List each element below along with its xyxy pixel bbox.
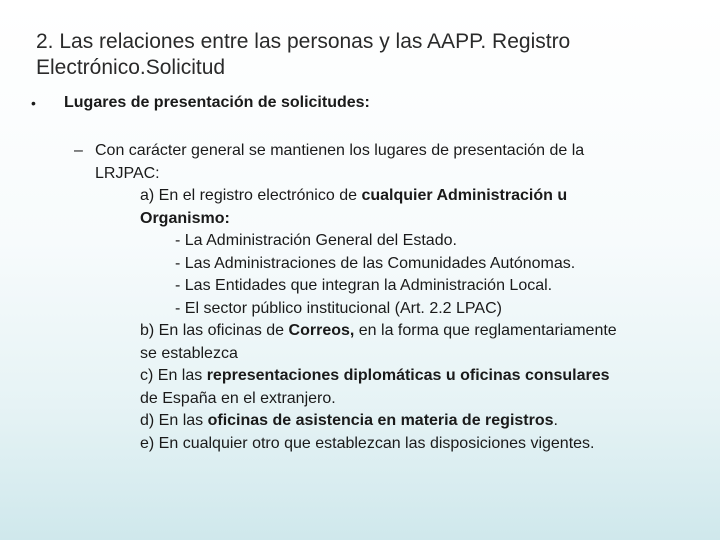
subitem-1: - La Administración General del Estado. xyxy=(175,232,457,249)
item-b-line-1 xyxy=(74,320,694,343)
item-d-line xyxy=(74,410,694,433)
item-d-prefix: d) En las xyxy=(140,412,208,429)
item-a-prefix: a) En el registro electrónico de xyxy=(140,187,362,204)
sub-bullet-text-1: Con carácter general se mantienen los lugares de presentación de la xyxy=(95,142,585,159)
subitem-4: - El sector público institucional (Art. 2.2 LPAC) xyxy=(175,299,502,317)
item-c-line-2: de España en el extranjero. xyxy=(140,389,336,407)
slide-title xyxy=(36,29,696,81)
item-a-line-1 xyxy=(74,185,694,208)
bullet-marker: • xyxy=(31,95,36,111)
item-d-bold: oficinas de asistencia en materia de registros xyxy=(207,412,554,429)
item-b-bold: Correos, xyxy=(288,322,355,339)
sub-bullet-text-2: LRJPAC: xyxy=(95,164,160,182)
sub-bullet-line-1 xyxy=(74,140,694,163)
title-line-1: 2. Las relaciones entre las personas y las AAPP. Registro xyxy=(36,30,571,53)
dash-marker: – xyxy=(74,142,83,159)
item-e-line: e) En cualquier otro que establezcan las disposiciones vigentes. xyxy=(140,434,595,452)
item-b-suffix: en la forma que reglamentariamente xyxy=(354,322,617,339)
item-a-line-2 xyxy=(74,208,694,231)
subitem-3: - Las Entidades que integran la Administración Local. xyxy=(175,277,553,294)
item-b-line-2: se establezca xyxy=(140,344,238,362)
slide-body xyxy=(74,140,694,455)
item-c-bold: representaciones diplomáticas u oficinas consulares xyxy=(206,367,610,384)
item-a-bold-2: Organismo: xyxy=(140,209,230,227)
sub-bullet-line-2 xyxy=(74,163,694,186)
item-c-prefix: c) En las xyxy=(140,367,207,384)
subitem-2: - Las Administraciones de las Comunidades Autónomas. xyxy=(175,254,576,272)
item-a-bold-1: cualquier Administración u xyxy=(361,187,568,204)
item-d-suffix: . xyxy=(553,412,558,429)
item-b-prefix: b) En las oficinas de xyxy=(140,322,289,339)
item-c-line-1 xyxy=(74,365,694,388)
bullet-heading: Lugares de presentación de solicitudes: xyxy=(64,94,370,111)
title-line-2: Electrónico.Solicitud xyxy=(36,56,226,79)
